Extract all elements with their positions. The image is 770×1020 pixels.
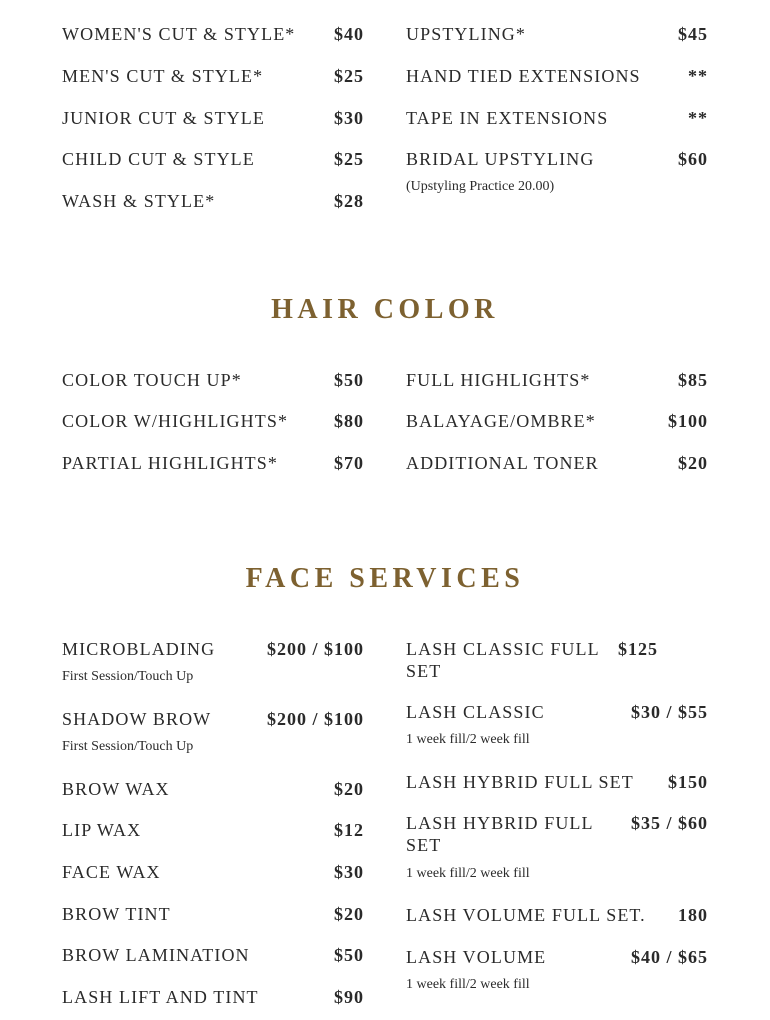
service-item (62, 861, 364, 883)
service-note: (Upstyling Practice 20.00) (406, 179, 555, 194)
service-item (62, 819, 364, 841)
service-item (406, 107, 708, 129)
service-name: MICROBLADING (62, 639, 216, 659)
service-name: LASH VOLUME (406, 947, 547, 967)
service-item (62, 190, 364, 212)
service-item (406, 23, 708, 45)
service-price: $20 (334, 904, 364, 924)
service-item (406, 148, 708, 196)
service-note: First Session/Touch Up (62, 739, 194, 754)
service-item (406, 946, 708, 994)
service-price: $30 / $55 (630, 702, 708, 722)
service-item (62, 778, 364, 800)
service-item (62, 708, 364, 756)
service-item (62, 410, 364, 432)
service-price: $200 / $100 (266, 709, 364, 729)
service-item (62, 903, 364, 925)
service-name: LASH VOLUME FULL SET. (406, 905, 646, 925)
service-name: HAND TIED EXTENSIONS (406, 66, 641, 86)
service-name: LASH CLASSIC FULL SET (406, 639, 600, 681)
service-item (406, 812, 708, 883)
service-price: $150 (668, 772, 708, 792)
service-price: $12 (334, 820, 364, 840)
service-price: $40 (334, 24, 364, 44)
service-price: $20 (334, 779, 364, 799)
service-name: CHILD CUT & STYLE (62, 149, 255, 169)
service-name: JUNIOR CUT & STYLE (62, 108, 265, 128)
service-item (62, 369, 364, 391)
service-item (406, 701, 708, 749)
service-price: ** (688, 66, 708, 86)
service-name: PARTIAL HIGHLIGHTS* (62, 453, 278, 473)
service-price: $25 (334, 149, 364, 169)
service-name: BALAYAGE/OMBRE* (406, 411, 596, 431)
service-price: $125 (618, 639, 658, 659)
service-item (406, 410, 708, 432)
service-price: $90 (334, 987, 364, 1007)
service-note: First Session/Touch Up (62, 669, 194, 684)
service-item (62, 148, 364, 170)
service-price: $70 (334, 453, 364, 473)
service-price: $30 (334, 862, 364, 882)
service-name: MEN'S CUT & STYLE* (62, 66, 264, 86)
service-price: $45 (678, 24, 708, 44)
service-item (62, 944, 364, 966)
service-price: $20 (678, 453, 708, 473)
service-name: FULL HIGHLIGHTS* (406, 370, 591, 390)
service-note: 1 week fill/2 week fill (406, 732, 530, 747)
service-name: BROW TINT (62, 904, 171, 924)
service-price: $80 (334, 411, 364, 431)
service-name: FACE WAX (62, 862, 161, 882)
service-price: ** (688, 108, 708, 128)
service-item (406, 452, 708, 474)
service-item (62, 65, 364, 87)
service-item (62, 23, 364, 45)
service-name: COLOR W/HIGHLIGHTS* (62, 411, 289, 431)
service-name: TAPE IN EXTENSIONS (406, 108, 609, 128)
service-item (62, 107, 364, 129)
service-name: SHADOW BROW (62, 709, 212, 729)
service-item (62, 638, 364, 686)
service-name: LIP WAX (62, 820, 142, 840)
service-name: LASH HYBRID FULL SET (406, 813, 593, 855)
service-price: $200 / $100 (266, 639, 364, 659)
service-price: $100 (668, 411, 708, 431)
service-name: BROW LAMINATION (62, 945, 250, 965)
service-item (62, 986, 364, 1008)
service-name: LASH LIFT AND TINT (62, 987, 259, 1007)
service-item (406, 369, 708, 391)
service-item (406, 65, 708, 87)
service-item (406, 771, 708, 793)
service-name: COLOR TOUCH UP* (62, 370, 242, 390)
service-name: WASH & STYLE* (62, 191, 216, 211)
service-name: LASH CLASSIC (406, 702, 545, 722)
service-price: $85 (678, 370, 708, 390)
service-note: 1 week fill/2 week fill (406, 977, 530, 992)
service-name: WOMEN'S CUT & STYLE* (62, 24, 296, 44)
service-price: $40 / $65 (630, 947, 708, 967)
section-title-face-services: FACE SERVICES (245, 563, 525, 594)
service-name: BRIDAL UPSTYLING (406, 149, 595, 169)
service-price: $30 (334, 108, 364, 128)
service-price: $25 (334, 66, 364, 86)
service-price: $50 (334, 370, 364, 390)
service-name: LASH HYBRID FULL SET (406, 772, 634, 792)
service-price: $60 (678, 149, 708, 169)
service-price: $50 (334, 945, 364, 965)
service-item (62, 452, 364, 474)
service-price: $35 / $60 (630, 813, 708, 833)
service-name: UPSTYLING* (406, 24, 527, 44)
service-name: ADDITIONAL TONER (406, 453, 599, 473)
service-item (406, 638, 708, 682)
service-price: 180 (678, 905, 708, 925)
service-item (406, 904, 708, 926)
section-title-hair-color: HAIR COLOR (271, 294, 499, 325)
service-name: BROW WAX (62, 779, 170, 799)
service-price: $28 (334, 191, 364, 211)
service-note: 1 week fill/2 week fill (406, 866, 530, 881)
